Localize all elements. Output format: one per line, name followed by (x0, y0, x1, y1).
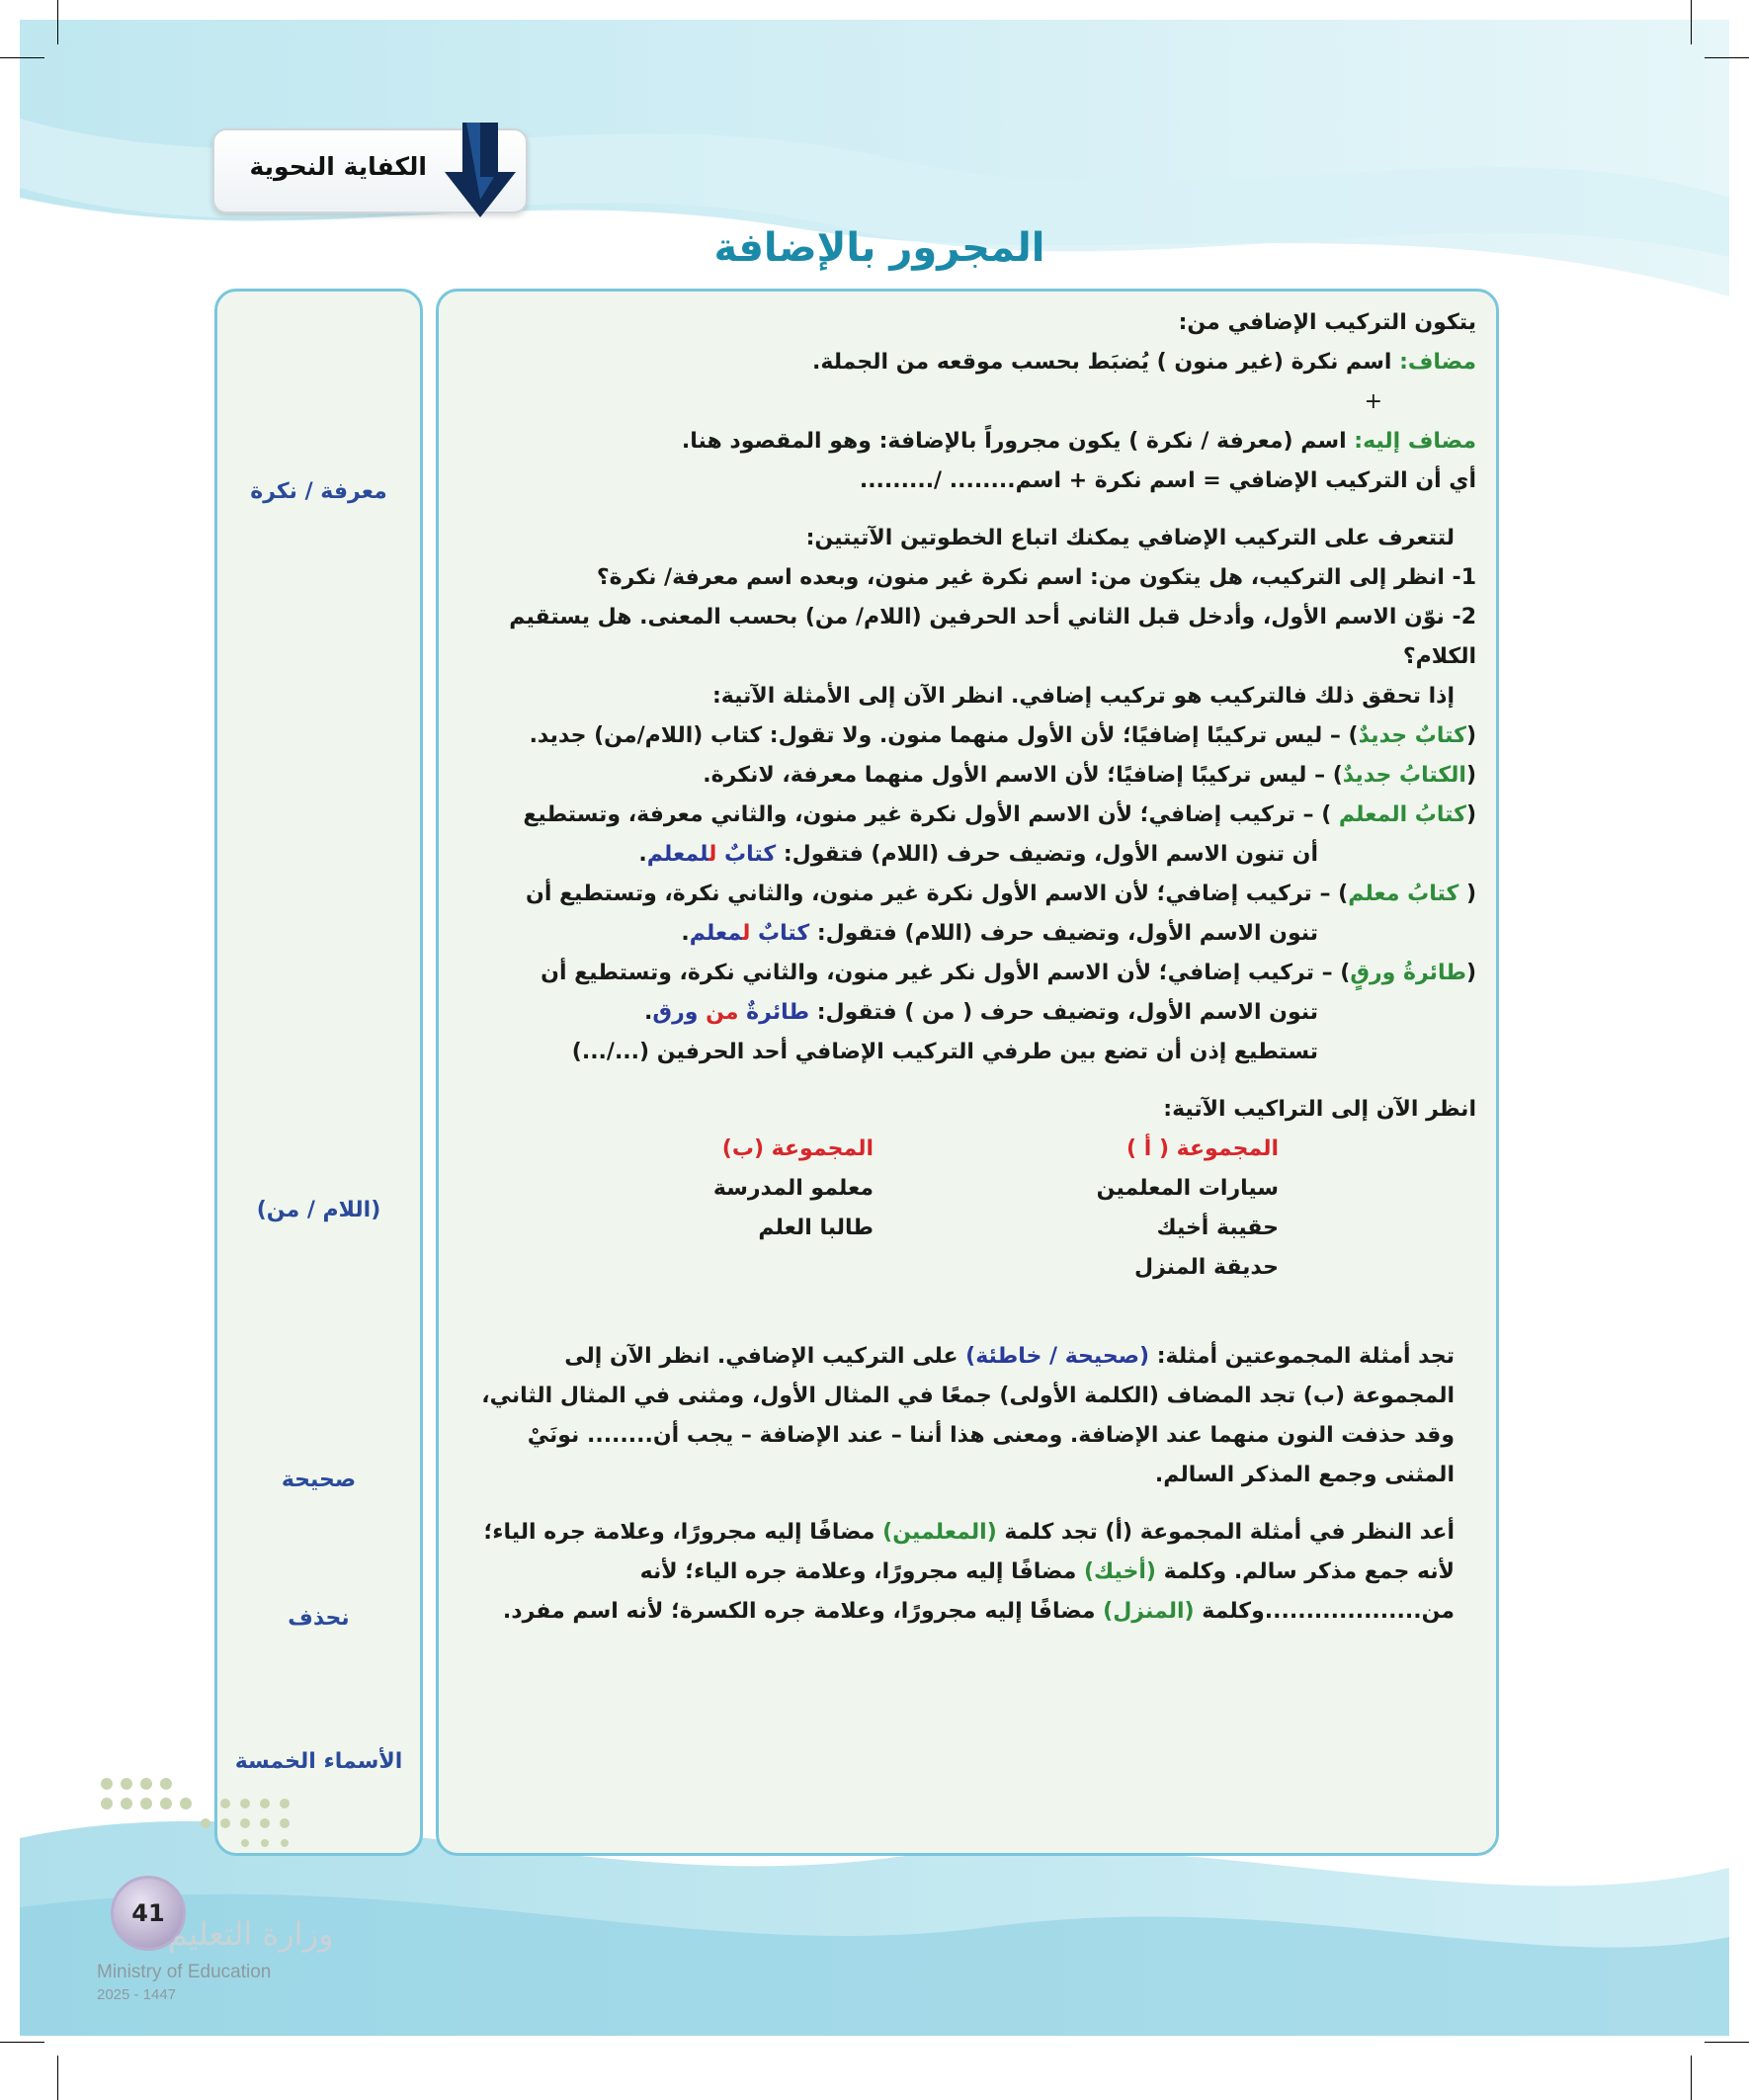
step-2: 2- نوّن الاسم الأول، وأدخل قبل الثاني أحد الحرفين (اللام/ من) بحسب المعنى. هل يستقيم الكلام؟ (509, 605, 1476, 669)
group-b-item: طالبا العلم (758, 1216, 874, 1240)
lesson-panel (436, 289, 1499, 1856)
mudafilayh-label: مضاف إليه: (1354, 429, 1476, 454)
sidebar-answer: نحذف (288, 1606, 350, 1631)
example-answer: ورق (652, 1000, 707, 1025)
example-answer: طائرةٌ (738, 1000, 810, 1025)
step-1: 1- انظر إلى التركيب، هل يتكون من: اسم نكرة غير منون، وبعده اسم معرفة/ نكرة؟ (596, 565, 1476, 590)
plus-sign: + (1364, 389, 1382, 414)
example-answer-particle: ل (708, 842, 717, 867)
crop-mark (57, 0, 58, 44)
ministry-logo-dots (97, 1774, 314, 1873)
example-text: تنون الاسم الأول، وتضيف حرف ( من ) فتقول: (809, 1000, 1318, 1025)
example-answer: كتابٌ (750, 921, 810, 946)
formula-line: أي أن التركيب الإضافي = اسم نكرة + اسم........ /......... (859, 468, 1476, 493)
steps-intro: لتتعرف على التركيب الإضافي يمكنك اتباع الخطوتين الآتيتين: (805, 526, 1455, 550)
paragraph-2 (458, 1513, 1476, 1632)
example-3-cont: أن تنون الاسم الأول، وتضيف حرف (اللام) فتقول: كتابٌ للمعلم. (638, 842, 1318, 867)
example-term: كتابُ المعلم (1338, 802, 1466, 827)
mudafilayh-text: اسم (معرفة / نكرة ) يكون مجروراً بالإضافة: وهو المقصود هنا. (681, 429, 1355, 454)
crop-mark (57, 2056, 58, 2100)
sidebar-answer: معرفة / نكرة (250, 479, 387, 504)
down-arrow-icon (441, 123, 520, 221)
group-a-title: المجموعة ( أ ) (1126, 1136, 1279, 1161)
crop-mark (1705, 57, 1749, 58)
paragraph-word: (المنزل) (1103, 1599, 1195, 1624)
paragraph-text: مضافًا إليه مجرورًا، وعلامة جره الكسرة؛ لأنه اسم مفرد. (502, 1599, 1104, 1624)
example-answer-particle: من (706, 1000, 739, 1025)
example-answer-particle: ل (742, 921, 751, 946)
paragraph-choice: (صحيحة / خاطئة) (965, 1344, 1150, 1369)
group-a-item: سيارات المعلمين (1096, 1176, 1279, 1201)
ministry-name-ar: وزارة التعليم (168, 1915, 334, 1953)
sidebar-answer: (اللام / من) (256, 1198, 381, 1222)
lesson-title: المجرور بالإضافة (713, 225, 1045, 271)
example-term: طائرةُ ورقٍ (1350, 961, 1466, 985)
groups-table (458, 1130, 1476, 1337)
example-term: كتابٌ جديدٌ (1358, 723, 1466, 748)
example-4-cont: تنون الاسم الأول، وتضيف حرف (اللام) فتقول: كتابٌ لمعلم. (681, 921, 1318, 946)
mudaf-label: مضاف: (1399, 350, 1476, 375)
sidebar-answer: صحيحة (281, 1468, 357, 1492)
sidebar-answer: الأسماء الخمسة (234, 1749, 403, 1774)
example-5-cont: تنون الاسم الأول، وتضيف حرف ( من ) فتقول: طائرةٌ من ورق. (644, 1000, 1318, 1025)
section-badge (212, 128, 528, 213)
paragraph-text: أعد النظر في أمثلة المجموعة (أ) تجد كلمة (996, 1520, 1455, 1545)
example-answer: لمعلم (646, 842, 709, 867)
verify-line: إذا تحقق ذلك فالتركيب هو تركيب إضافي. انظر الآن إلى الأمثلة الآتية: (711, 684, 1455, 709)
crop-mark (1691, 2056, 1692, 2100)
paragraph-word: (أخيك) (1083, 1559, 1156, 1584)
example-text: – تركيب إضافي؛ لأن الاسم الأول نكر غير منون، والثاني نكرة، وتستطيع أن (541, 961, 1341, 985)
lesson-content (458, 303, 1476, 1632)
example-answer: كتابٌ (716, 842, 777, 867)
crop-mark (1705, 2042, 1749, 2043)
group-b-title: المجموعة (ب) (721, 1136, 874, 1161)
mudaf-line (458, 343, 1476, 382)
example-1: (كتابٌ جديدٌ) – ليس تركيبًا إضافيًا؛ لأن الأول منهما منون. ولا تقول: كتاب (اللام/من) جديد. (529, 723, 1476, 748)
example-answer: معلم (689, 921, 743, 946)
paragraph-text: تجد أمثلة المجموعتين أمثلة: (1149, 1344, 1455, 1369)
paragraph-word: (المعلمين) (882, 1520, 997, 1545)
paragraph-text: على التركيب الإضافي. انظر الآن إلى المجموعة (ب) تجد المضاف (الكلمة الأولى) جمعًا في المثال الأول، ومثنى في المثال الثاني، وقد حذفت النون منهما عند الإضافة. ومعنى هذا أننا – عند الإضافة – يجب أن........ نونَيْ المثنى وجمع المذكر السالم. (481, 1344, 1455, 1487)
conclusion-line: تستطيع إذن أن تضع بين طرفي التركيب الإضافي أحد الحرفين (.../...) (571, 1040, 1318, 1064)
example-text: تنون الاسم الأول، وتضيف حرف (اللام) فتقول: (809, 921, 1318, 946)
mudaf-text: اسم نكرة (غير منون ) يُضبَط بحسب موقعه من الجملة. (812, 350, 1400, 375)
group-a-item: حديقة المنزل (1134, 1255, 1279, 1280)
group-a-item: حقيبة أخيك (1156, 1216, 1279, 1240)
example-text: – ليس تركيبًا إضافيًا؛ لأن الأول منهما منون. ولا تقول: كتاب (اللام/من) جديد. (529, 723, 1349, 748)
example-text: – ليس تركيبًا إضافيًا؛ لأن الاسم الأول منهما معرفة، لانكرة. (703, 763, 1333, 788)
example-term: كتابُ معلم (1348, 882, 1459, 906)
example-2: (الكتابُ جديدٌ) – ليس تركيبًا إضافيًا؛ لأن الاسم الأول منهما معرفة، لانكرة. (703, 763, 1476, 788)
paragraph-text: مضافًا إليه مجرورًا، وعلامة جره الياء؛ لأنه من...................وكلمة (639, 1559, 1455, 1624)
answer-sidebar (214, 289, 423, 1856)
intro-line: يتكون التركيب الإضافي من: (1178, 310, 1476, 335)
paragraph-text: مضافًا إليه مجرورًا، وعلامة جره الياء؛ لأنه جمع مذكر سالم. وكلمة (483, 1520, 1455, 1584)
groups-intro: انظر الآن إلى التراكيب الآتية: (1163, 1097, 1476, 1122)
example-text: – تركيب إضافي؛ لأن الاسم الأول نكرة غير منون، والثاني معرفة، وتستطيع (523, 802, 1322, 827)
section-badge-label: الكفاية النحوية (249, 152, 427, 181)
example-4: ( كتابُ معلم) – تركيب إضافي؛ لأن الاسم الأول نكرة غير منون، والثاني نكرة، وتستطيع أن (526, 882, 1476, 906)
example-text: أن تنون الاسم الأول، وتضيف حرف (اللام) فتقول: (776, 842, 1318, 867)
group-a (1022, 1130, 1279, 1288)
page-number: 41 (111, 1876, 186, 1951)
ministry-name-en: Ministry of Education (97, 1962, 272, 1982)
example-3: (كتابُ المعلم ) – تركيب إضافي؛ لأن الاسم الأول نكرة غير منون، والثاني معرفة، وتستطيع (523, 802, 1476, 827)
paragraph-1 (458, 1337, 1476, 1495)
example-5: (طائرةُ ورقٍ) – تركيب إضافي؛ لأن الاسم الأول نكر غير منون، والثاني نكرة، وتستطيع أن (541, 961, 1476, 985)
example-text: – تركيب إضافي؛ لأن الاسم الأول نكرة غير منون، والثاني نكرة، وتستطيع أن (526, 882, 1339, 906)
edition-year: 2025 - 1447 (97, 1986, 177, 2003)
mudafilayh-line (458, 422, 1476, 462)
crop-mark (1691, 0, 1692, 44)
group-b-item: معلمو المدرسة (712, 1176, 874, 1201)
crop-mark (0, 2042, 44, 2043)
group-b (617, 1130, 874, 1248)
example-term: الكتابُ جديدٌ (1342, 763, 1466, 788)
crop-mark (0, 57, 44, 58)
